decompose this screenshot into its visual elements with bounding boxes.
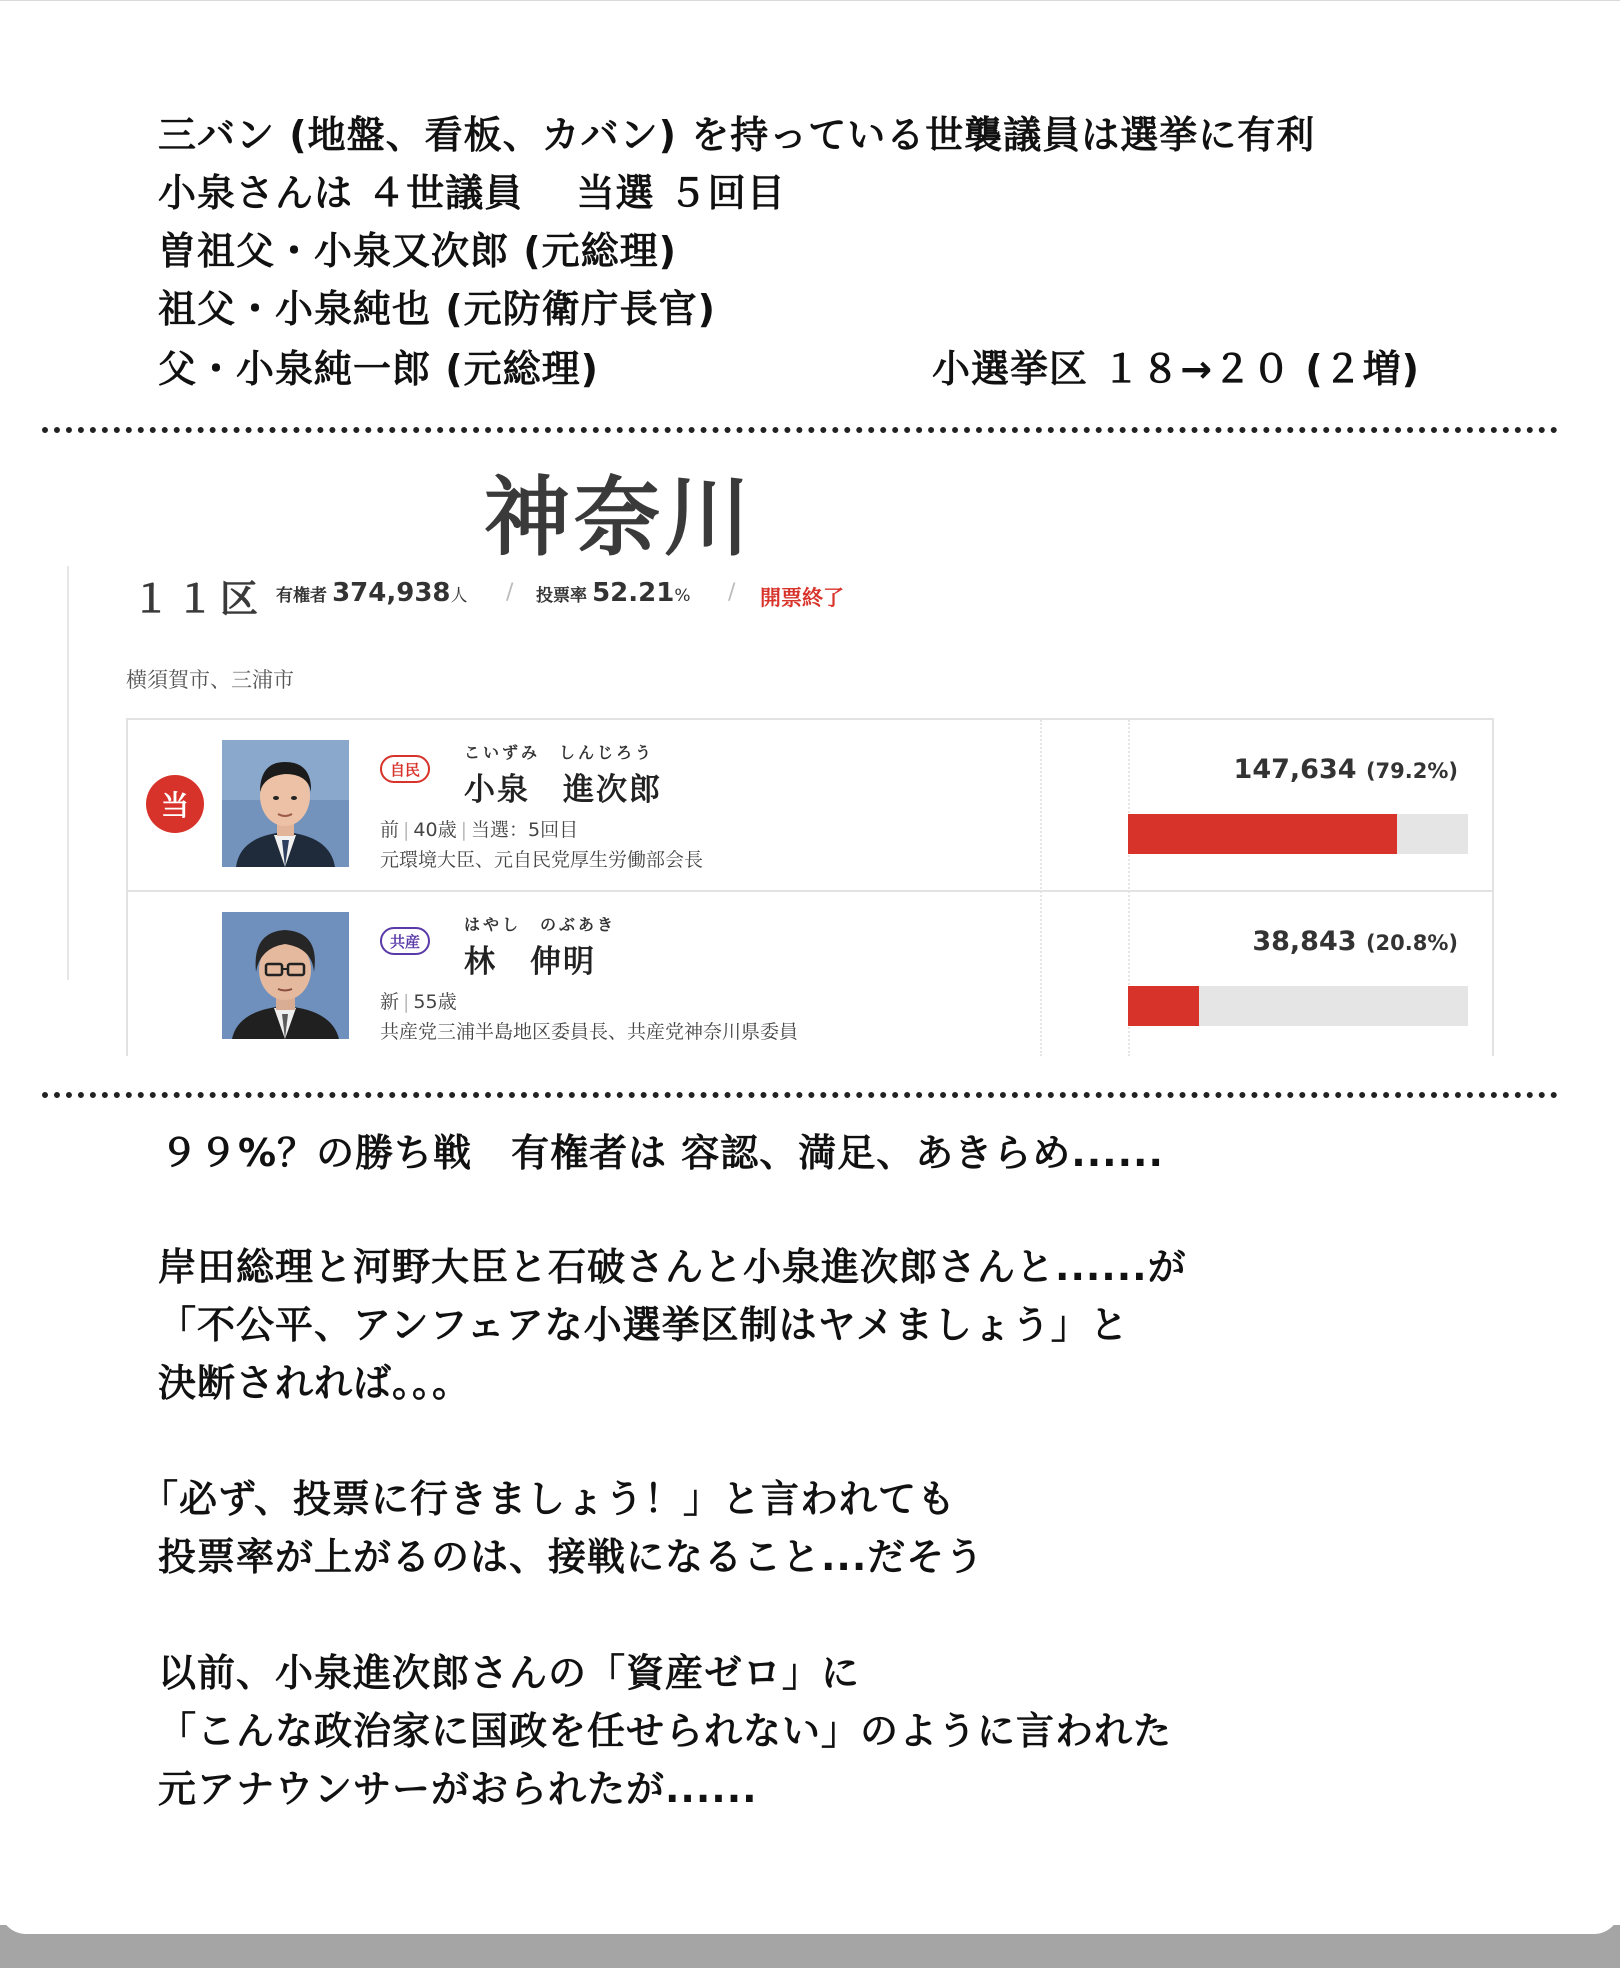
- candidate-portrait-icon: [222, 740, 349, 867]
- districts-note: 小選挙区 １８→２０ (２増): [932, 347, 1421, 391]
- intro-line-4: 祖父・小泉純也 (元防衛庁長官): [158, 287, 716, 331]
- stat-separator: /: [506, 580, 514, 605]
- body-line-2c: 決断されれば。。。: [158, 1361, 472, 1405]
- incumbency: 前: [380, 819, 400, 841]
- stat-separator: /: [728, 580, 736, 605]
- voters-value: 374,938: [332, 578, 451, 608]
- vote-bar-track: [1128, 986, 1468, 1026]
- vote-percent: (79.2%): [1365, 759, 1458, 783]
- party-badge: 共産: [380, 927, 430, 955]
- district-name: １１区: [132, 577, 265, 621]
- candidate-row: [128, 892, 1492, 1062]
- candidate-age: 40歳: [413, 819, 457, 841]
- incumbency: 新: [380, 991, 400, 1013]
- candidate-name: 小泉 進次郎: [464, 772, 662, 808]
- turnout-stat: [536, 578, 691, 608]
- intro-line-3: 曽祖父・小泉又次郎 (元総理): [158, 229, 677, 273]
- candidate-name: 林 伸明: [464, 944, 596, 980]
- candidate-portrait-icon: [222, 912, 349, 1039]
- count-status: 開票終了: [760, 586, 844, 610]
- vote-bar-fill: [1128, 986, 1199, 1026]
- voters-stat: [276, 578, 468, 608]
- candidate-photo: [222, 912, 349, 1039]
- body-line-4b: 「こんな政治家に国政を任せられない」のように言われた: [158, 1709, 1173, 1753]
- vote-bar-track: [1128, 814, 1468, 854]
- vote-percent: (20.8%): [1365, 931, 1458, 955]
- meta-separator: |: [403, 991, 410, 1013]
- body-line-2b: 「不公平、アンフェアな小選挙区制はヤメましょう」と: [158, 1303, 1129, 1347]
- candidate-table: [126, 718, 1494, 1056]
- candidate-age: 55歳: [413, 991, 457, 1013]
- candidate-photo: [222, 740, 349, 867]
- body-line-4c: 元アナウンサーがおられたが......: [158, 1767, 758, 1811]
- turnout-value: 52.21: [592, 578, 675, 608]
- voters-label: 有権者: [276, 586, 327, 606]
- vote-bar-fill: [1128, 814, 1397, 854]
- district-area: 横須賀市、三浦市: [126, 668, 294, 692]
- meta-separator: |: [403, 819, 410, 841]
- intro-line-1: 三バン (地盤、看板、カバン) を持っている世襲議員は選挙に有利: [158, 113, 1316, 157]
- card-left-rule: [67, 566, 69, 980]
- candidate-meta: [380, 815, 578, 842]
- vote-count: [1252, 926, 1458, 957]
- dotted-divider-bottom: [42, 1092, 1558, 1098]
- candidate-kana: こいずみ しんじろう: [464, 743, 655, 762]
- body-paragraph-1: ９９%？の勝ち戦 有権者は 容認、満足、あきらめ......: [160, 1131, 1164, 1175]
- voters-unit: 人: [450, 586, 468, 606]
- elected-badge: 当: [146, 775, 204, 833]
- top-border: [0, 0, 1620, 1]
- turnout-label: 投票率: [536, 586, 587, 606]
- candidate-meta: [380, 987, 457, 1014]
- turnout-unit: %: [674, 586, 691, 606]
- body-line-3b: 投票率が上がるのは、接戦になること...だそう: [158, 1535, 985, 1579]
- vote-count: [1234, 754, 1458, 785]
- meta-separator: |: [460, 819, 468, 841]
- candidate-kana: はやし のぶあき: [464, 915, 617, 934]
- party-badge: 自民: [380, 755, 430, 783]
- body-line-2a: 岸田総理と河野大臣と石破さんと小泉進次郎さんと......が: [158, 1245, 1187, 1289]
- page-bottom-edge: [0, 1904, 1620, 1934]
- intro-line-2: 小泉さんは ４世議員 当選 ５回目: [158, 171, 786, 215]
- dotted-divider-top: [42, 427, 1558, 433]
- candidate-career: 共産党三浦半島地区委員長、共産党神奈川県委員: [380, 1021, 799, 1043]
- candidate-career: 元環境大臣、元自民党厚生労働部会長: [380, 849, 704, 871]
- intro-line-5: 父・小泉純一郎 (元総理): [158, 347, 599, 391]
- vote-number: 38,843: [1252, 926, 1357, 957]
- body-line-4a: 以前、小泉進次郎さんの「資産ゼロ」に: [158, 1651, 861, 1695]
- body-line-3a: 「必ず、投票に行きましょう！」と言われても: [140, 1477, 956, 1521]
- vote-number: 147,634: [1233, 754, 1357, 785]
- candidate-row: [128, 720, 1492, 890]
- times-elected: 当選：5回目: [471, 819, 579, 841]
- prefecture-title: 神奈川: [484, 468, 754, 568]
